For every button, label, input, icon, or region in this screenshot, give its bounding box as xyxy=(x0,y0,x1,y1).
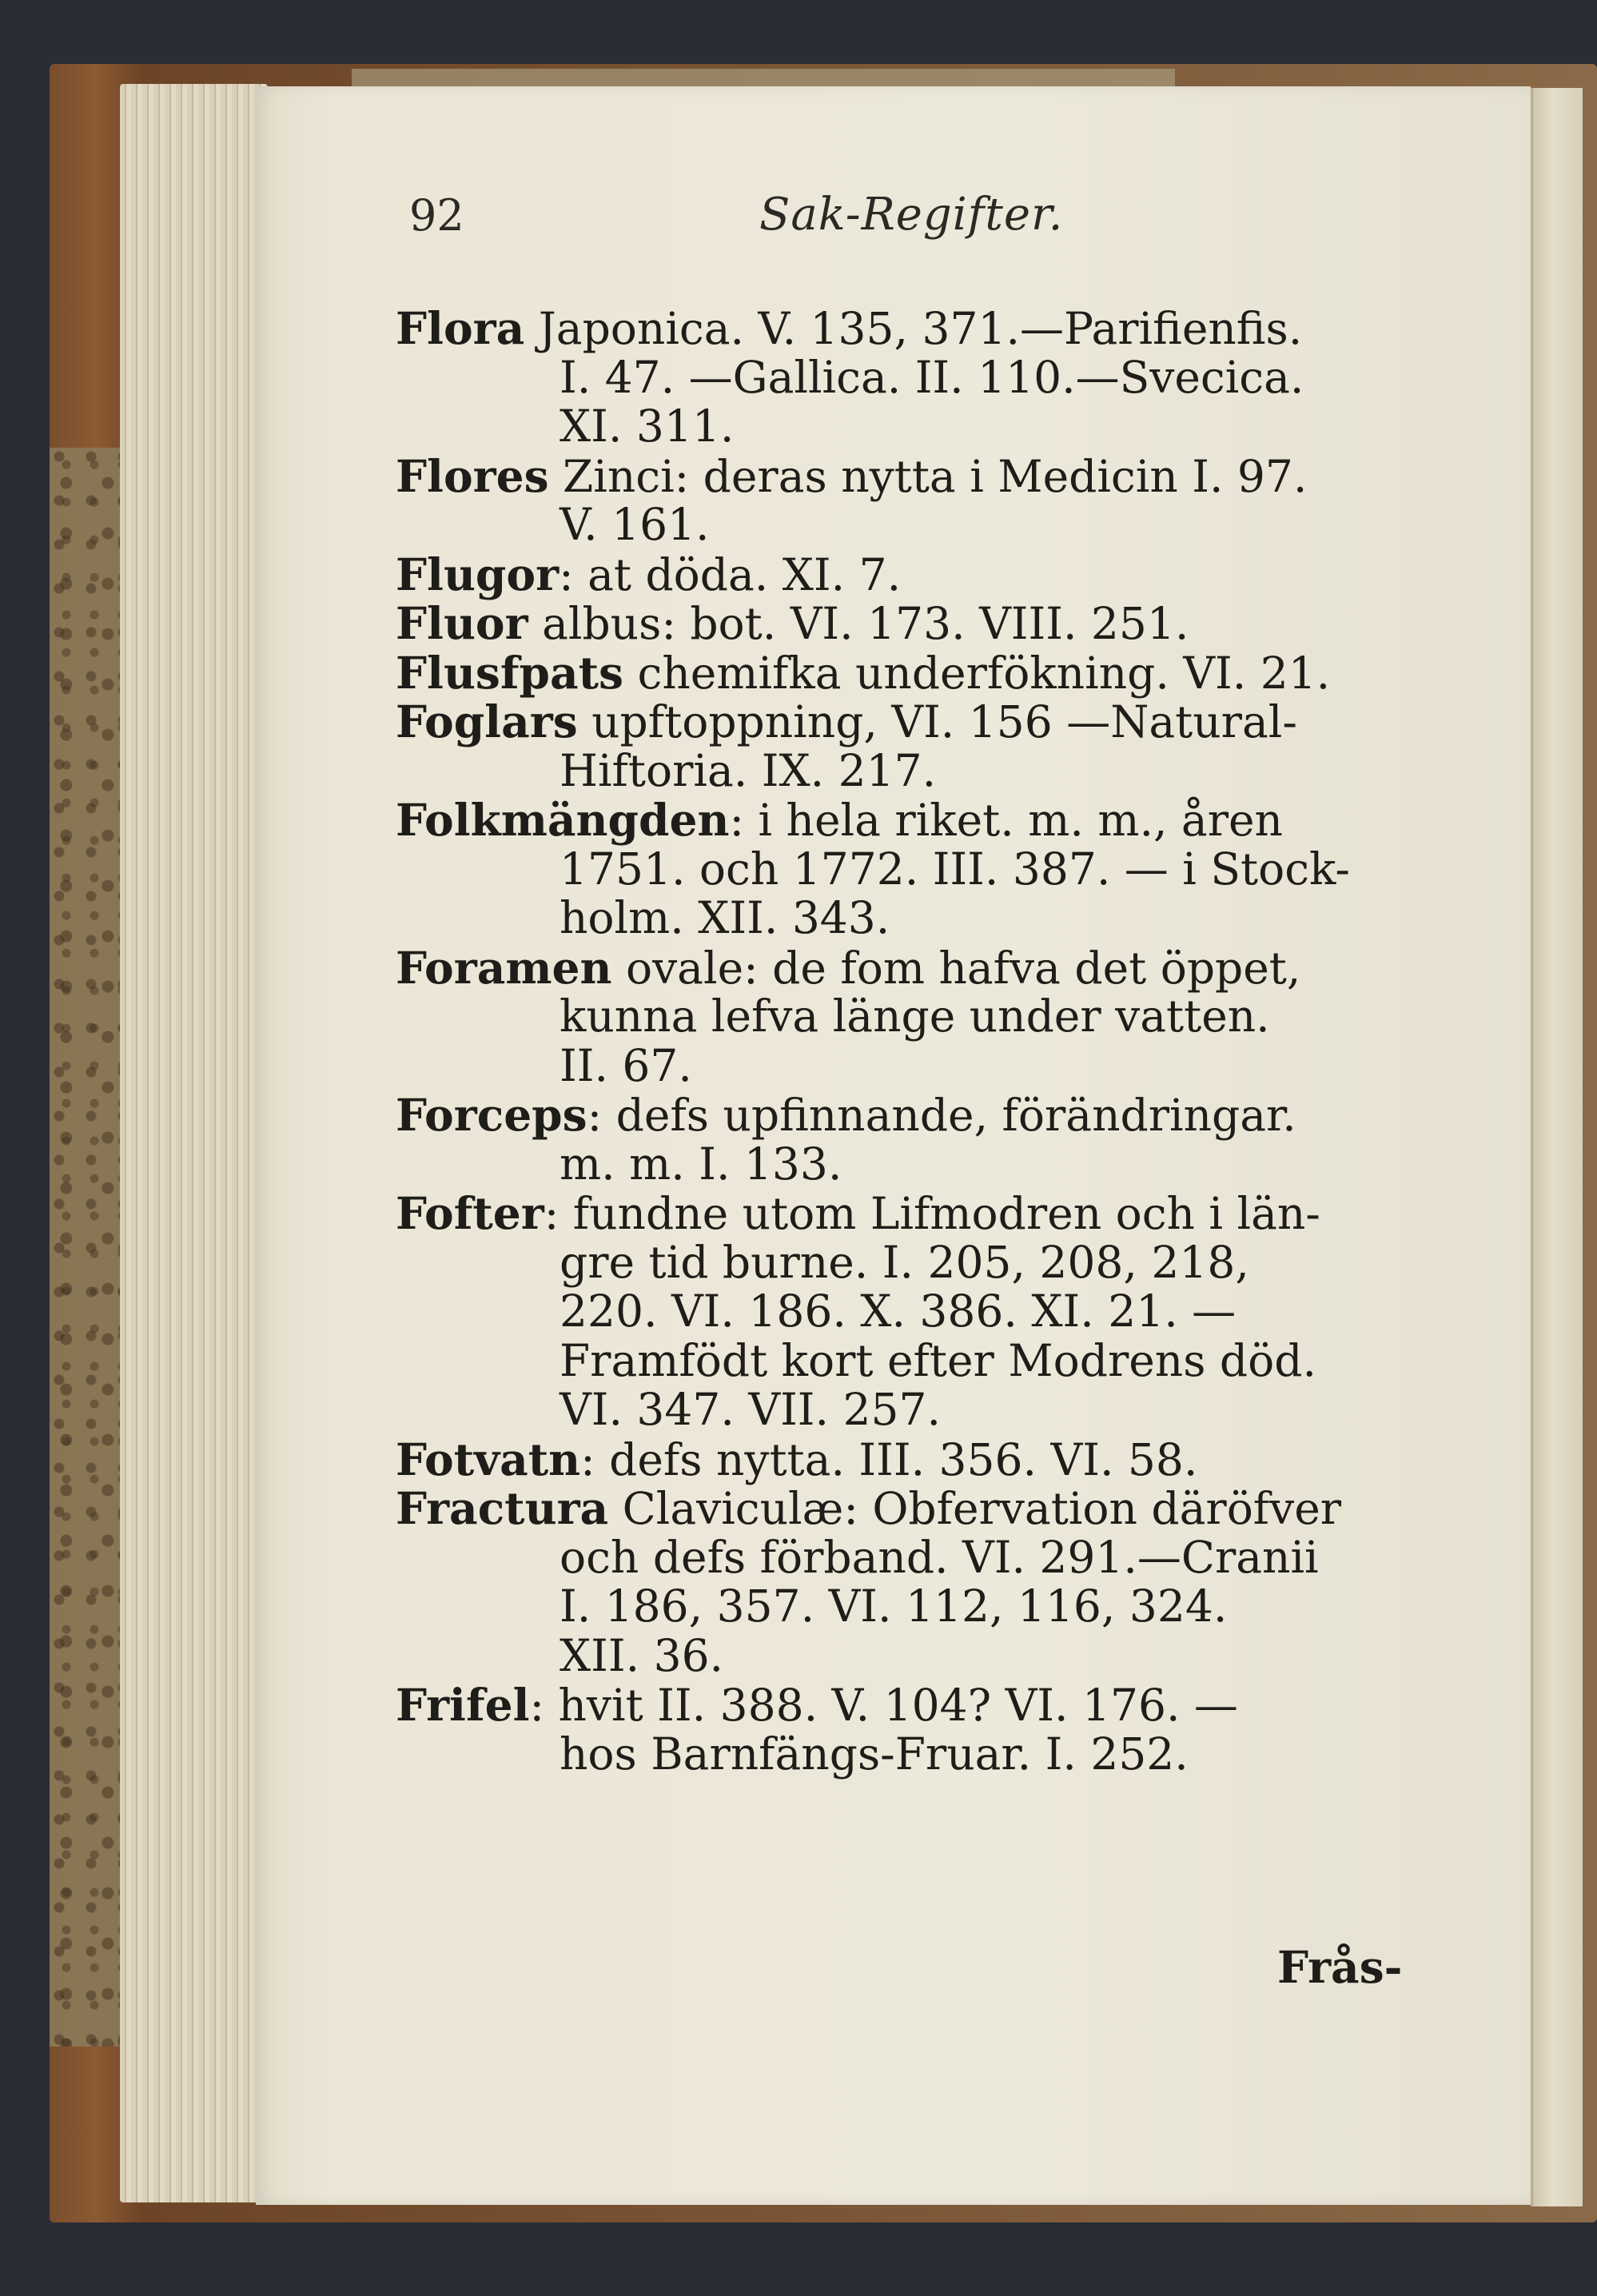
entry-head: Fluor xyxy=(396,597,528,649)
entry-line: hos Barnfängs-Fruar. I. 252. xyxy=(560,1728,1189,1780)
entry-line: m. m. I. 133. xyxy=(560,1138,842,1190)
entry-head: Foglars xyxy=(396,696,578,747)
page-title: Sak-Regifter. xyxy=(759,189,1064,241)
entry-line xyxy=(396,550,1427,600)
index-entry xyxy=(396,304,1427,452)
entry-line: II. 67. xyxy=(560,1039,692,1091)
facing-page-edge xyxy=(1531,88,1583,2206)
index-entry xyxy=(396,943,1427,1091)
page-edges xyxy=(120,84,268,2202)
catchword: Frås- xyxy=(1277,1941,1403,1993)
entry-line xyxy=(396,599,1427,648)
entry-line: V. 161. xyxy=(560,499,710,550)
index-entry xyxy=(396,449,1427,550)
entry-line xyxy=(396,1189,1427,1238)
entry-line xyxy=(396,449,1427,502)
entry-line xyxy=(396,943,1427,993)
entry-head: Fofter xyxy=(396,1187,544,1239)
entry-head: Foramen xyxy=(396,941,612,994)
entry-line: Framfödt kort efter Modrens död. xyxy=(560,1334,1316,1386)
entry-line: I. 47. —Gallica. II. 110.—Svecica. xyxy=(560,351,1304,403)
entry-head: Forceps xyxy=(396,1089,587,1141)
entry-text: chemifka underfökning. VI. 21. xyxy=(623,647,1331,699)
entry-text: upftoppning, VI. 156 —Natural- xyxy=(577,696,1297,747)
entry-line xyxy=(396,795,1427,845)
entry-head: Flora xyxy=(396,302,525,354)
entry-text: : defs nytta. III. 356. VI. 58. xyxy=(580,1433,1198,1485)
entry-line xyxy=(396,1090,1427,1140)
entry-line xyxy=(396,1435,1427,1485)
entry-text: : hvit II. 388. V. 104? VI. 176. — xyxy=(529,1680,1238,1731)
entry-line: VI. 347. VII. 257. xyxy=(560,1384,941,1435)
page-number: 92 xyxy=(409,190,464,241)
index-entry xyxy=(396,795,1427,943)
entry-head: Flores xyxy=(396,449,549,502)
entry-line: 1751. och 1772. III. 387. — i Stock- xyxy=(560,843,1350,895)
index-entry xyxy=(396,550,1427,600)
index-entry xyxy=(396,1435,1427,1485)
entry-text: : defs upfinnande, förändringar. xyxy=(587,1090,1296,1141)
entry-line: XI. 311. xyxy=(560,401,735,452)
entry-line xyxy=(396,648,1427,698)
entry-head: Folkmängden xyxy=(396,794,730,846)
entry-head: Frifel xyxy=(396,1679,530,1731)
entry-line xyxy=(396,1680,1427,1730)
entry-line: I. 186, 357. VI. 112, 116, 324. xyxy=(560,1580,1228,1632)
index-entry xyxy=(396,648,1427,698)
entry-head: Flusfpats xyxy=(396,646,624,699)
entry-line xyxy=(396,1484,1427,1533)
entry-line: gre tid burne. I. 205, 208, 218, xyxy=(560,1236,1249,1288)
entry-line: XII. 36. xyxy=(560,1629,724,1681)
entry-head: Fractura xyxy=(396,1482,609,1534)
entry-head: Fotvatn xyxy=(396,1433,581,1485)
entry-line: 220. VI. 186. X. 386. XI. 21. — xyxy=(560,1286,1237,1337)
index-entry xyxy=(396,599,1427,648)
entry-text: : i hela riket. m. m., åren xyxy=(729,795,1283,846)
index-entry xyxy=(396,697,1427,795)
index-entry xyxy=(396,1090,1427,1189)
entry-line: Hiftoria. IX. 217. xyxy=(560,744,937,796)
index-entries xyxy=(396,304,1427,1779)
entry-text: ovale: de fom hafva det öppet, xyxy=(611,942,1301,994)
entry-text: Japonica. V. 135, 371.—Parifienfis. xyxy=(524,303,1303,354)
entry-line: och defs förband. VI. 291.—Cranii xyxy=(560,1531,1319,1583)
entry-text: : fundne utom Lifmodren och i län- xyxy=(544,1188,1320,1239)
index-entry xyxy=(396,1484,1427,1680)
entry-line: holm. XII. 343. xyxy=(560,892,890,943)
entry-text: Claviculæ: Obfervation däröfver xyxy=(608,1483,1342,1534)
entry-text: albus: bot. VI. 173. VIII. 251. xyxy=(528,598,1189,649)
index-entry xyxy=(396,1189,1427,1435)
entry-head: Flugor xyxy=(396,548,560,600)
entry-text: Zinci: deras nytta i Medicin I. 97. xyxy=(548,450,1308,502)
entry-text: : at döda. XI. 7. xyxy=(559,548,902,600)
index-entry xyxy=(396,1680,1427,1779)
entry-line xyxy=(396,697,1427,747)
entry-line xyxy=(396,304,1427,353)
entry-line: kunna lefva länge under vatten. xyxy=(560,991,1270,1042)
